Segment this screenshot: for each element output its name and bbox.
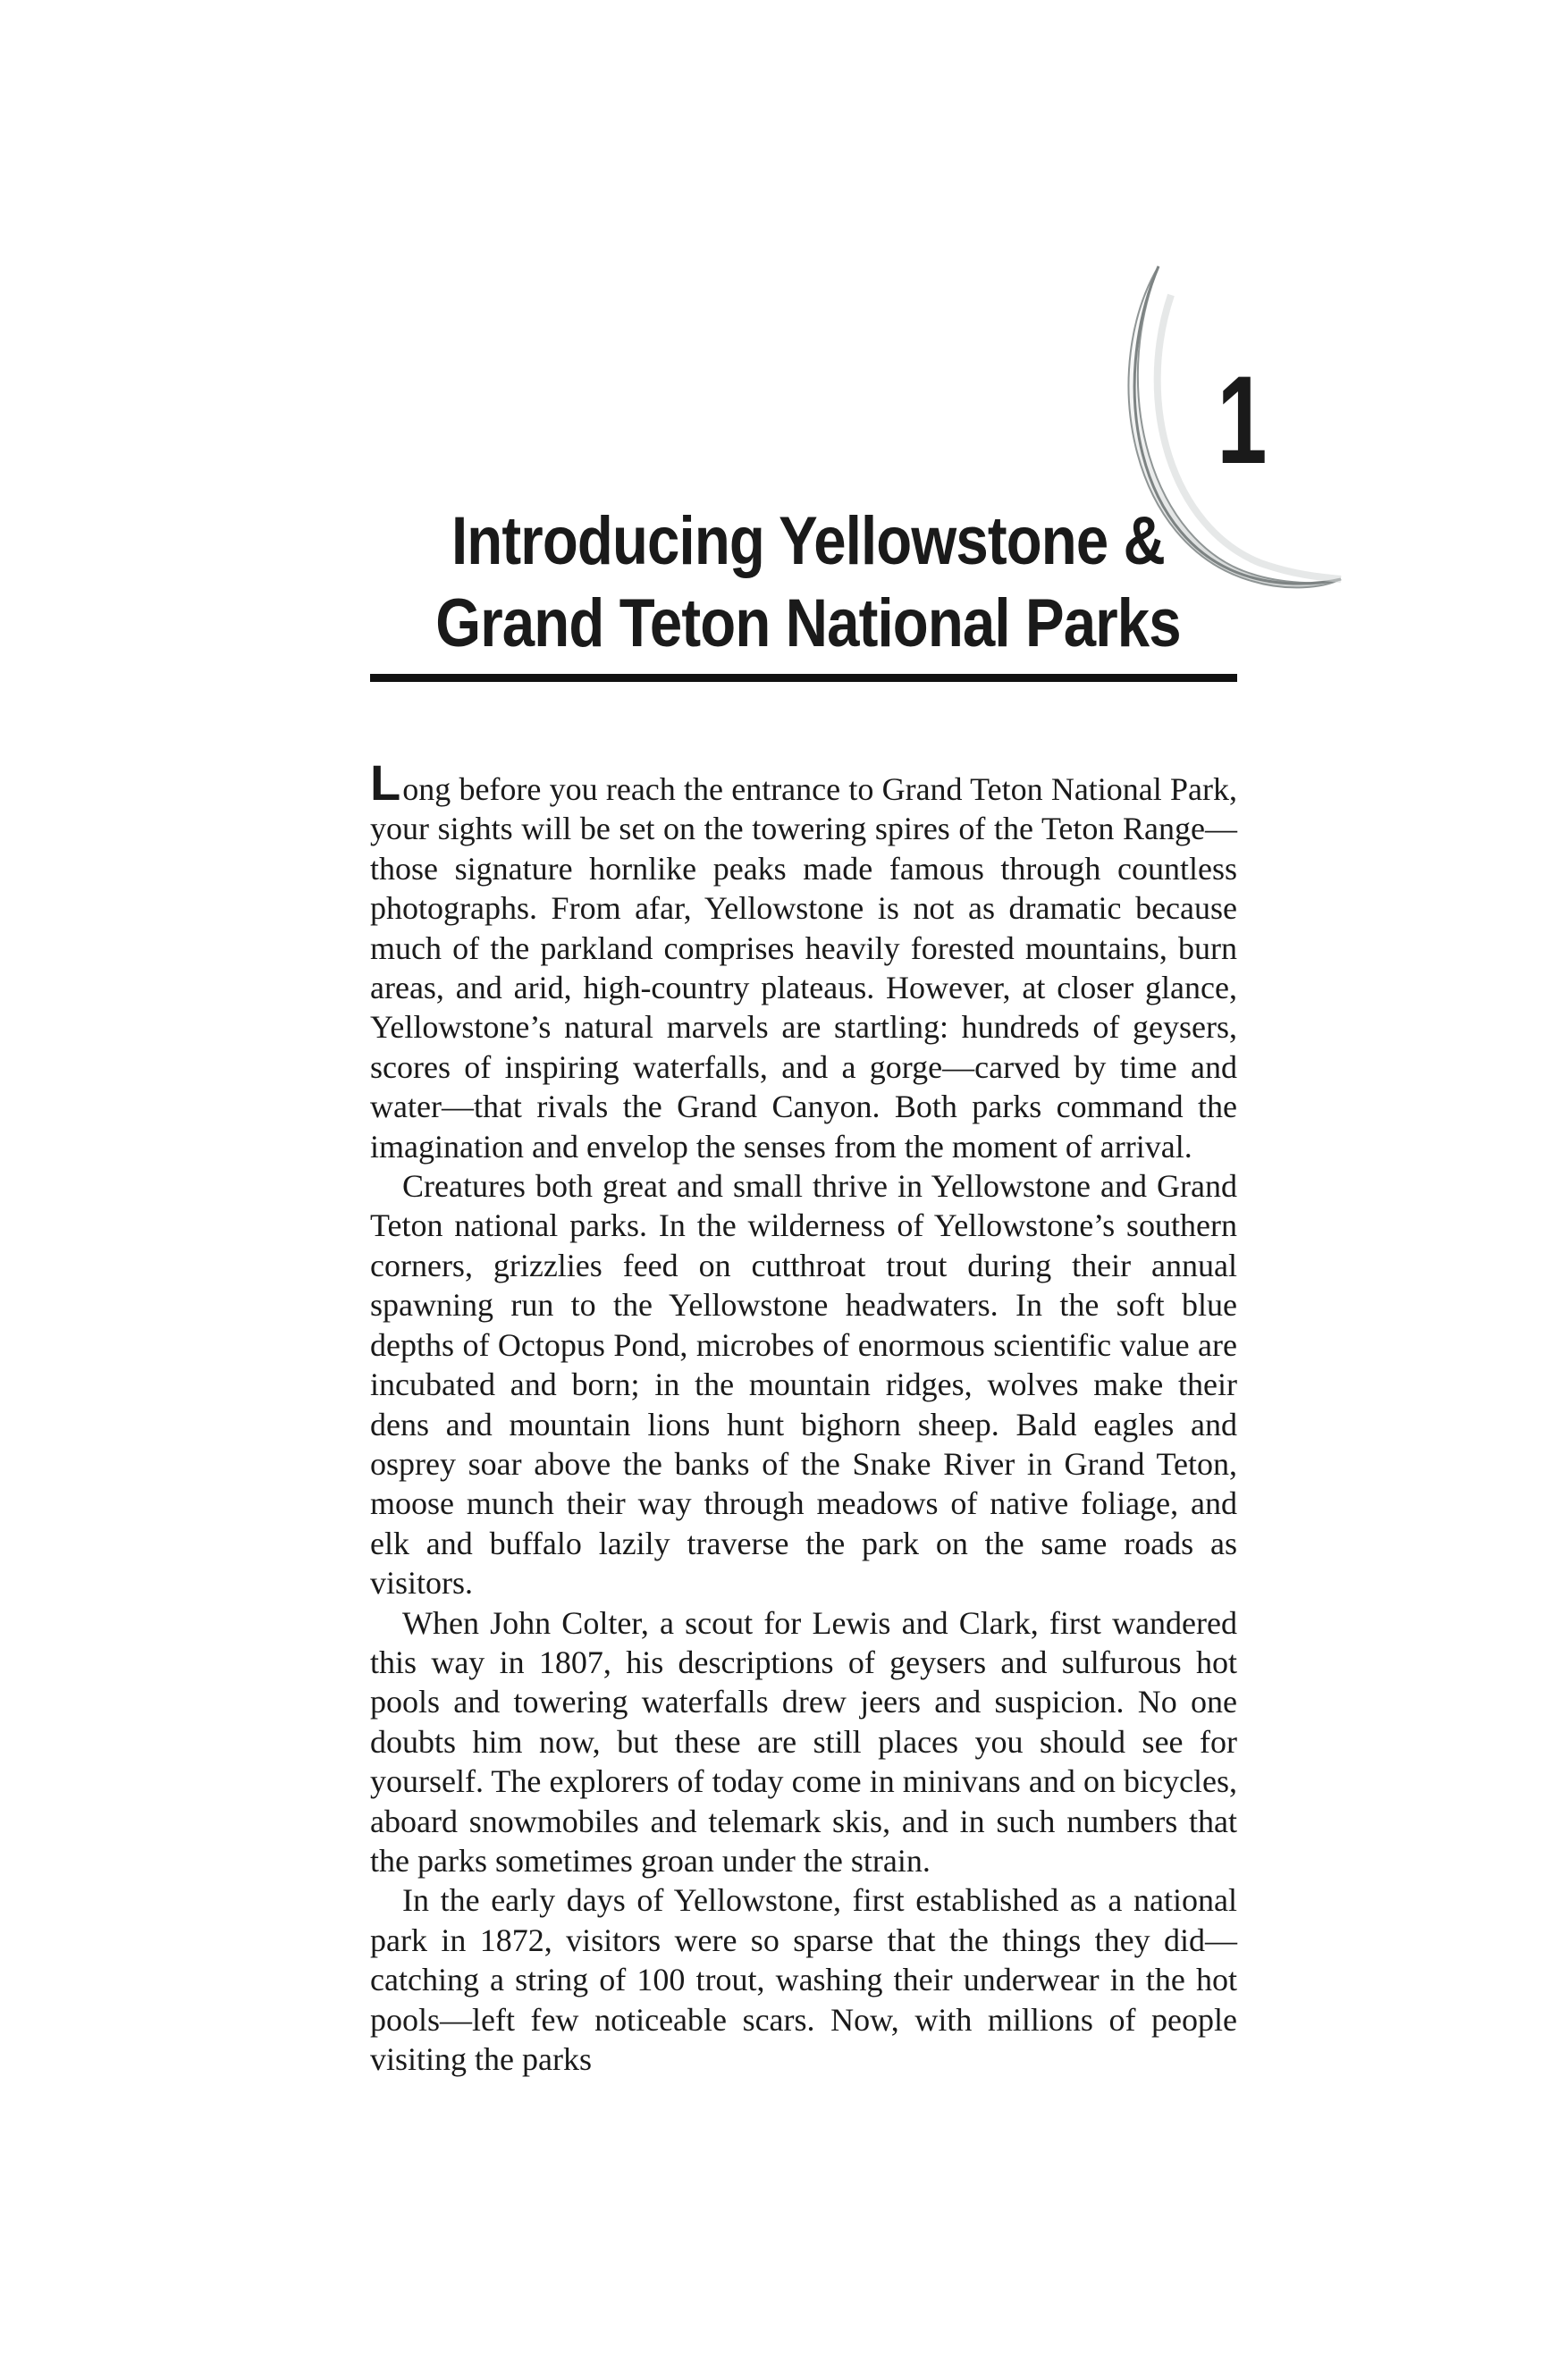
chapter-title (370, 500, 1246, 665)
chapter-number: 1 (1217, 349, 1265, 490)
paragraph-4: In the early days of Yellowstone, first established as a national park in 1872, visitors were so sparse that the things they did—catching a string of 100 trout, washing their underwear in the hot pools—left few noticeable scars. Now, with millions of people visiting the parks (370, 1882, 1237, 2077)
paragraph-3: When John Colter, a scout for Lewis and Clark, first wandered this way in 1807, his descriptions of geysers and sulfurous hot pools and towering waterfalls drew jeers and suspicion. No one doubts him now, but these are still places you should see for yourself. The explorers of today come in minivans and on bicycles, aboard snowmobiles and telemark skis, and in such numbers that the parks sometimes groan under the strain. (370, 1604, 1237, 1879)
paragraph-2: Creatures both great and small thrive in Yellowstone and Grand Teton national parks. In the wilderness of Yellowstone’s southern corners, grizzlies feed on cutthroat trout during their annual spawning run to the Yellowstone headwaters. In the soft blue depths of Octopus Pond, microbes of enormous scientific value are incubated and born; in the mountain ridges, wolves make their dens and mountain lions hunt bighorn sheep. Bald eagles and osprey soar above the banks of the Snake River in Grand Teton, moose munch their way through meadows of native foliage, and elk and buffalo lazily traverse the park on the same roads as visitors. (370, 1168, 1237, 1602)
chapter-title-line-1: Introducing Yellowstone & (451, 503, 1165, 579)
paragraph-1 (370, 754, 1237, 1166)
body-text (370, 754, 1237, 2079)
title-rule (370, 674, 1237, 682)
drop-cap: L (370, 754, 401, 811)
chapter-title-line-2: Grand Teton National Parks (435, 585, 1181, 661)
paragraph-1-text: ong before you reach the entrance to Grand Teton National Park, your sights will be set on the towering spires of the Teton Range—those signature hornlike peaks made famous through countless photographs. From afar, Yellowstone is not as dramatic because much of the parkland comprises heavily forested mountains, burn areas, and arid, high-country plateaus. However, at closer glance, Yellowstone’s natural marvels are startling: hundreds of geysers, scores of inspiring waterfalls, and a gorge—carved by time and water—that rivals the Grand Canyon. Both parks command the imagination and envelop the senses from the moment of arrival. (370, 771, 1237, 1165)
